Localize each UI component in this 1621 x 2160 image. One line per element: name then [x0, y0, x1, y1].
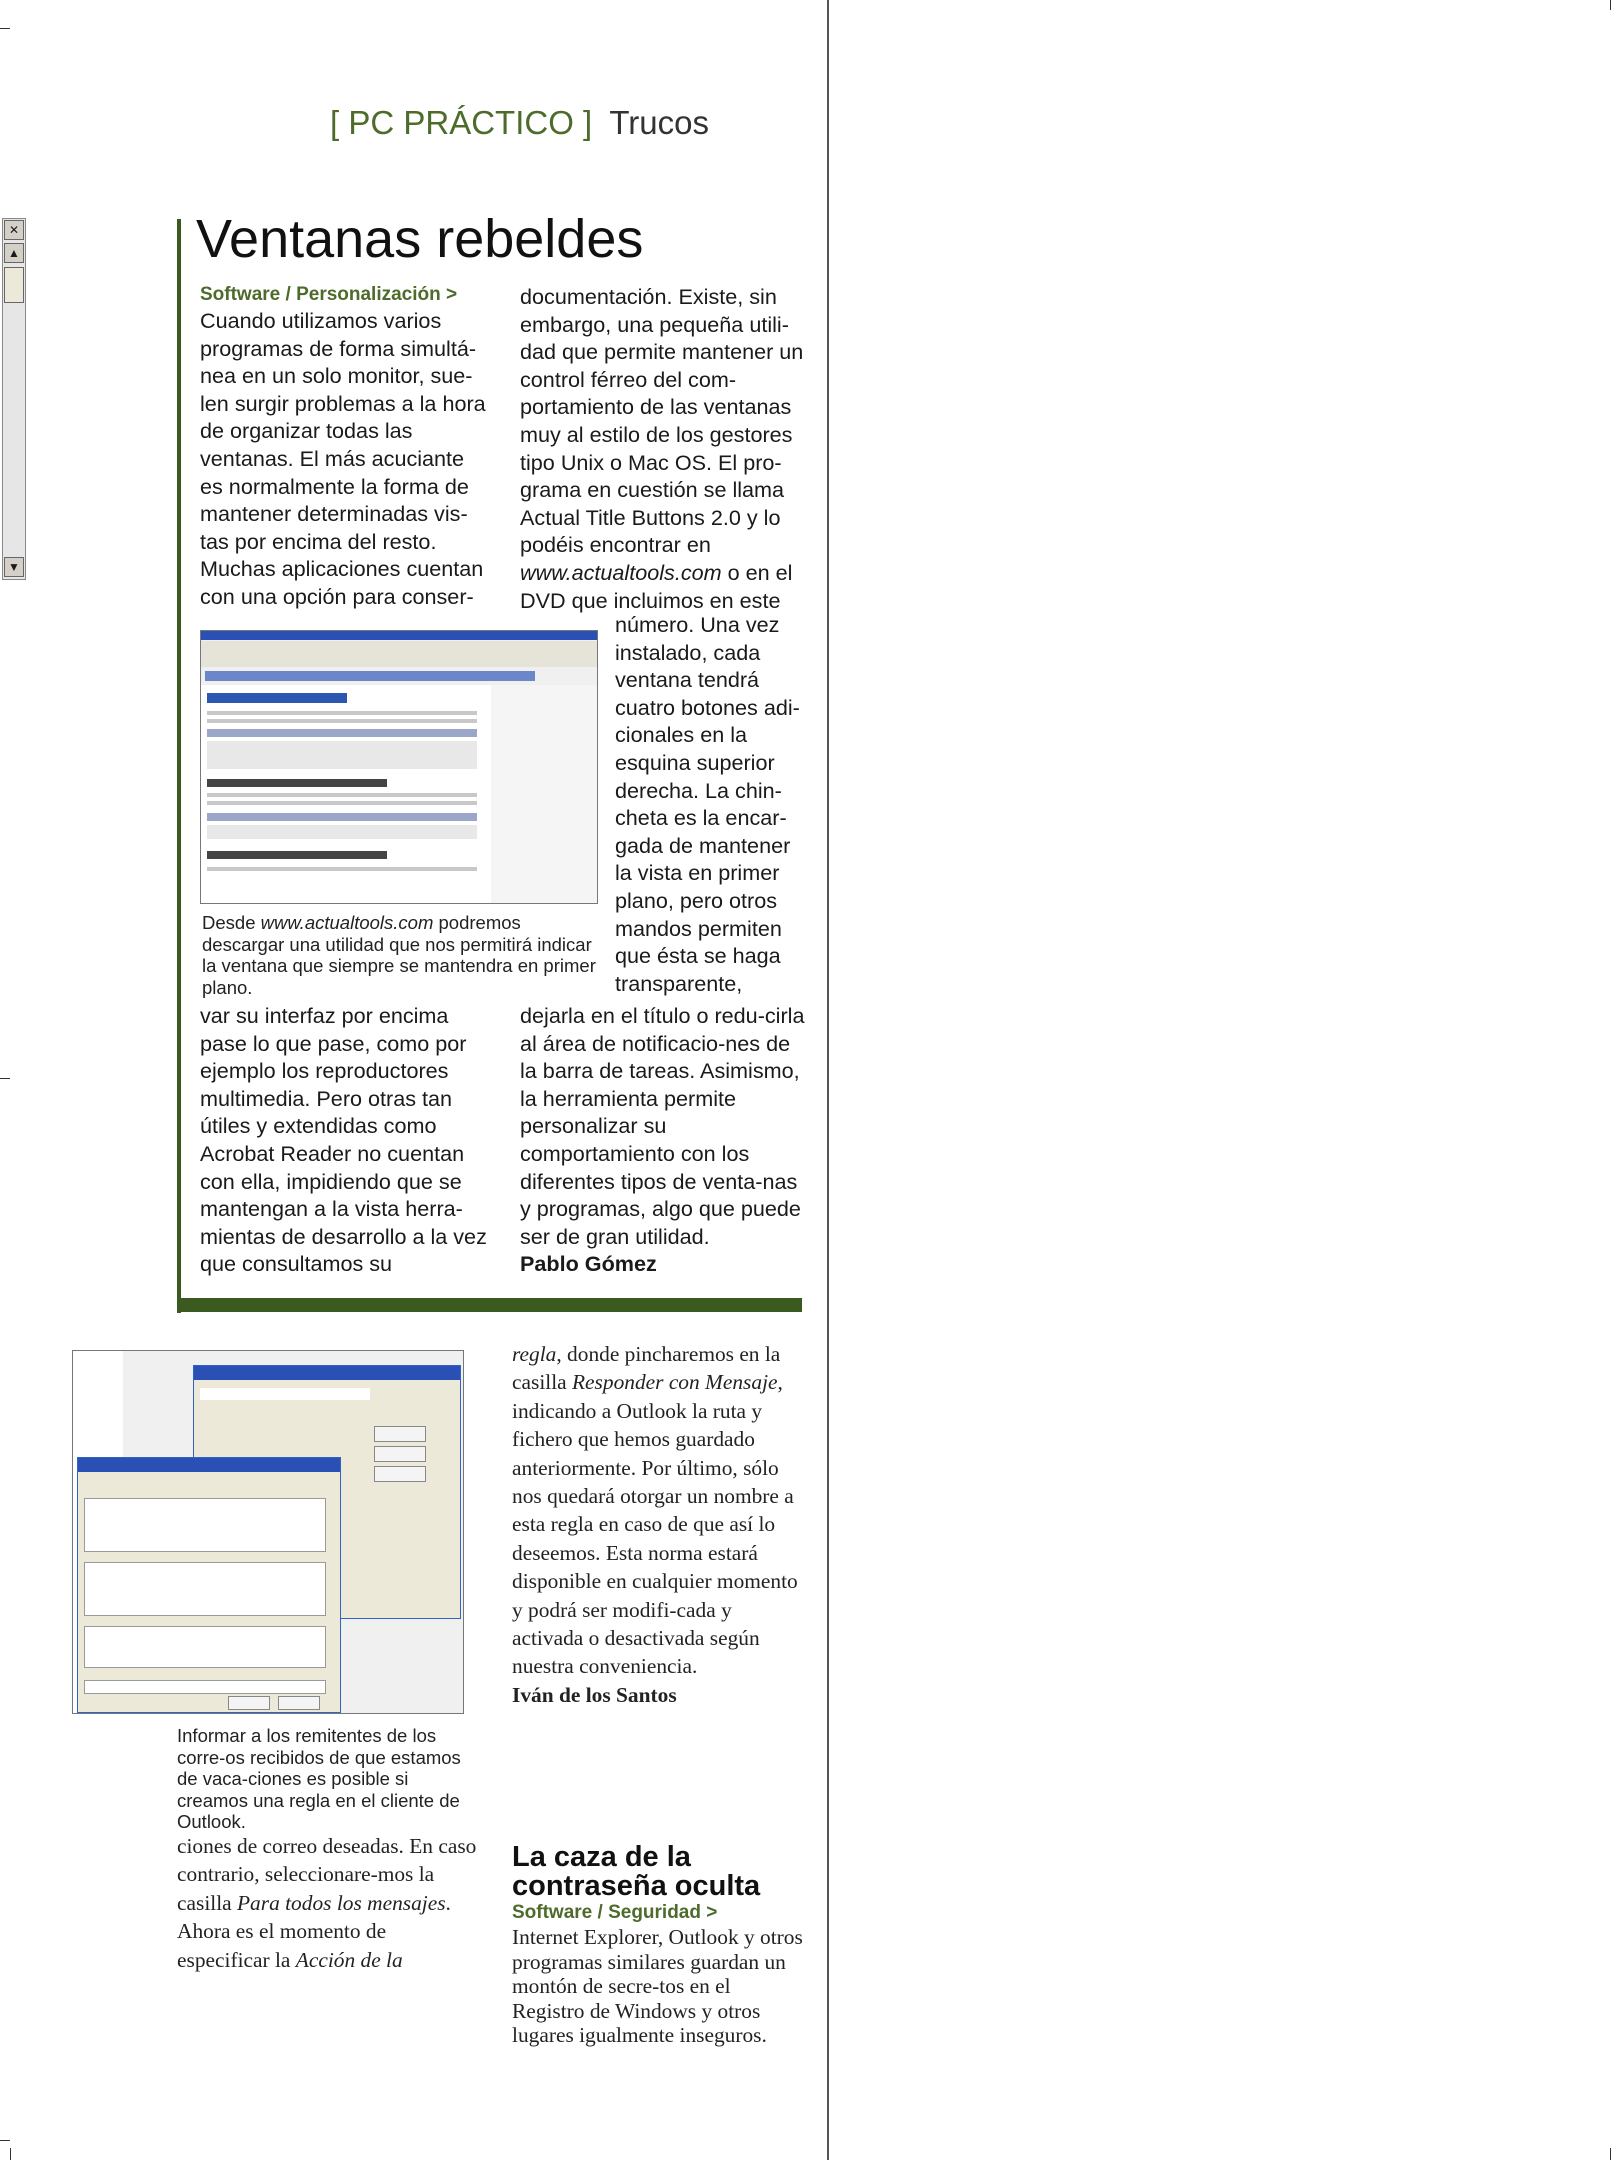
- crop-mark: [0, 1078, 10, 1079]
- article-3: [512, 1843, 804, 2048]
- article-title: Ventanas rebeldes: [196, 209, 644, 269]
- scroll-down-icon[interactable]: ▼: [4, 557, 24, 577]
- article-bottom-rule: [177, 1298, 802, 1312]
- page-gutter-line: [827, 0, 829, 2160]
- body-text: documentación. Existe, sin embargo, una pequeña utili-dad que permite mantener un control férreo del com-portamiento de las ventanas muy al estilo de los gestores tipo Unix o Mac OS. El pro-grama en cuestión se llama Actual Title Buttons 2.0 y lo podéis encontrar en www.actualtools.com o en el DVD que incluimos en este: [520, 284, 804, 613]
- crop-mark: [1610, 0, 1611, 10]
- body-text: Internet Explorer, Outlook y otros programas similares guardan un montón de secre-tos en el Registro de Windows y otros lugares igualmente inseguros.: [512, 1925, 803, 2047]
- article-column-3: [177, 1832, 477, 1974]
- outlook-rules-screenshot: [72, 1350, 464, 1714]
- figure-caption: Desde www.actualtools.com podremos descargar una utilidad que nos permitirá indicar la ventana que siempre se mantendra en primer plano.: [202, 912, 596, 998]
- page-content: [201, 685, 491, 903]
- article-column-1: [200, 283, 490, 611]
- article-column-1-continued: var su interfaz por encima pase lo que pase, como por ejemplo los reproductores multimedia. Pero otras tan útiles y extendidas como Acrobat Reader no cuentan con ella, impidiendo que se mantengan a la vista herra-mientas de desarrollo a la vez que consultamos su: [200, 1003, 487, 1277]
- body-text: ciones de correo deseadas. En caso contrario, seleccionare-mos la casilla Para todos los mensajes.: [177, 1834, 477, 1915]
- crop-mark: [0, 2140, 10, 2141]
- body-text: dejarla en el título o redu-cirla al área de notificacio-nes de la barra de tareas. Asimismo, la herramienta permite personalizar su comportamiento con los diferentes tipos de venta-nas y programas, algo que puede ser de gran utilidad.: [520, 1003, 805, 1249]
- article-title: La caza de la contraseña oculta: [512, 1841, 761, 1902]
- wrapped-text: número. Una vez instalado, cada ventana tendrá cuatro botones adi-cionales en la esquina superior derecha. La chin-cheta es la encar-gada de mantener la vista en primer plano, pero otros mandos permiten que ésta se haga transparente,: [615, 612, 800, 996]
- scroll-up-icon[interactable]: ▲: [4, 243, 24, 263]
- article-kicker: Software / Seguridad >: [512, 1902, 718, 1923]
- browser-screenshot: [200, 630, 598, 904]
- scroll-thumb[interactable]: [4, 267, 24, 303]
- crop-mark: [0, 28, 10, 29]
- running-header: [330, 104, 709, 142]
- link-bar: [205, 671, 535, 681]
- article-kicker: Software / Personalización >: [200, 284, 458, 305]
- window-scrollbar[interactable]: [2, 218, 26, 580]
- article-column-4: [512, 1340, 804, 1709]
- figure-caption: Informar a los remitentes de los corre-os recibidos de que estamos de vaca-ciones es posible si creamos una regla en el cliente de Outlook.: [177, 1725, 461, 1832]
- crop-mark: [10, 2148, 11, 2160]
- body-text: Cuando utilizamos varios programas de forma simultá-nea en un solo monitor, sue-len surgir problemas a la hora de organizar todas las ventanas. El más acuciante es normalmente la forma de mantener determinadas vis-tas por encima del resto. Muchas aplicaciones cuentan con una opción para conser-: [200, 308, 486, 609]
- caption-url: www.actualtools.com: [260, 912, 434, 933]
- body-text: regla, donde pincharemos en la casilla Responder con Mensaje, indicando a Outlook la ruta y fichero que hemos guardado anteriormente. Por último, sólo nos quedará otorgar un nombre a esta regla en caso de que así lo deseemos. Esta norma estará disponible en cualquier momento y podrá ser modifi-cada y activada o desactivada según nuestra conveniencia.: [512, 1342, 798, 1679]
- crop-mark: [1610, 2148, 1611, 2160]
- body-text: Ahora es el momento de especificar la Acción de la: [177, 1919, 403, 1972]
- window-titlebar: [201, 631, 597, 640]
- section-bracket-label: [ PC PRÁCTICO ]: [330, 104, 593, 141]
- article-column-2-continued: [520, 1002, 805, 1278]
- close-icon[interactable]: ✕: [4, 220, 24, 240]
- article-accent-bar: [177, 219, 181, 1313]
- article-author: Iván de los Santos: [512, 1682, 677, 1707]
- section-name: Trucos: [609, 104, 710, 141]
- url-link[interactable]: www.actualtools.com: [520, 559, 722, 585]
- browser-toolbar: [201, 641, 597, 667]
- modify-rule-dialog: [77, 1457, 341, 1713]
- article-column-2: [520, 283, 805, 614]
- article-author: Pablo Gómez: [520, 1251, 657, 1277]
